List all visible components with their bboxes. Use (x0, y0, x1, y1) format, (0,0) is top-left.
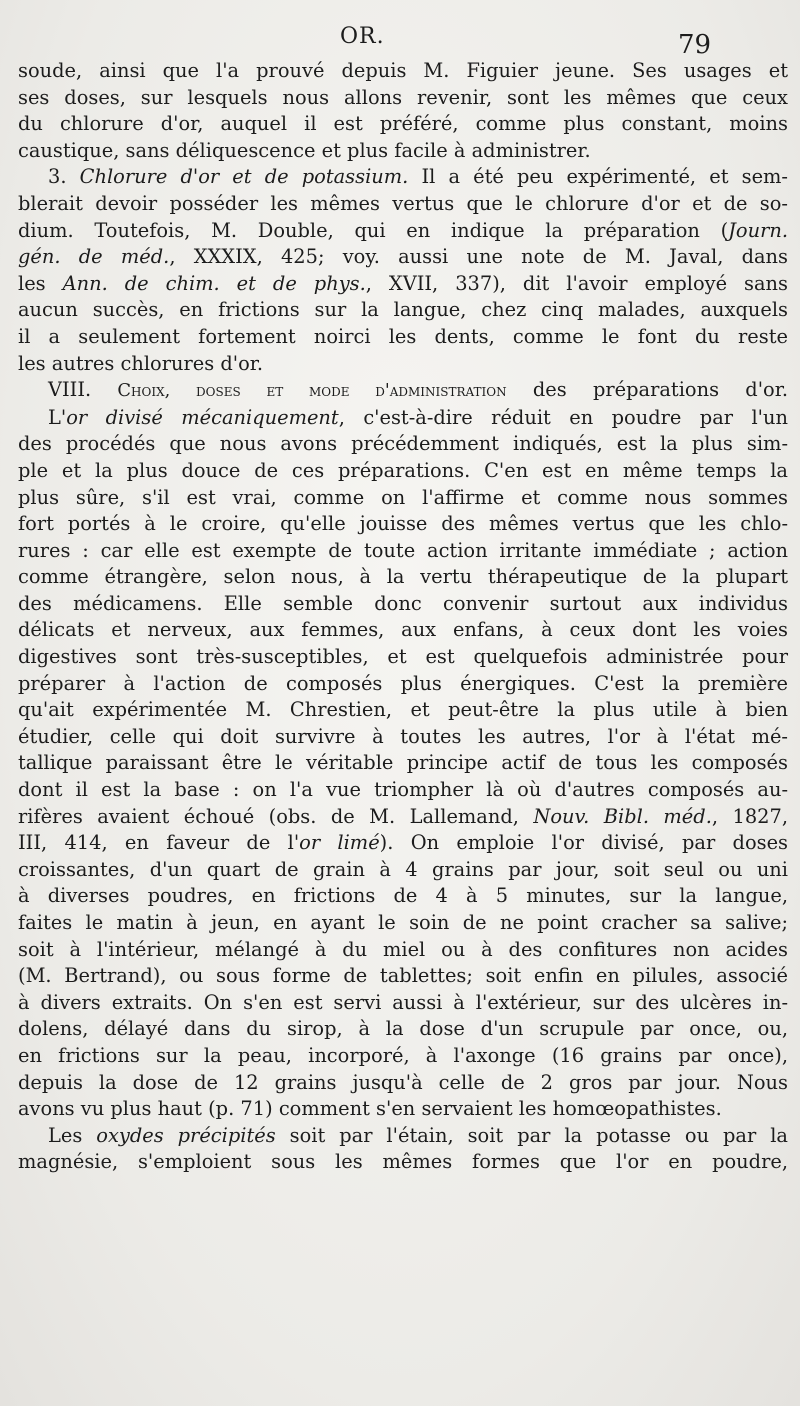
text-line: soit à l'intérieur, mélangé à du miel ou à des confitures non acides (18, 937, 788, 961)
section-heading: VIII. Choix, doses et mode d'administration des préparations d'or. (48, 378, 788, 402)
page-number: 79 (678, 30, 712, 60)
text-line: fort portés à le croire, qu'elle jouisse des mêmes vertus que les chlo- (18, 512, 788, 536)
text-line: aucun succès, en frictions sur la langue, chez cinq malades, auxquels (18, 298, 788, 322)
text-line: Les oxydes précipités soit par l'étain, soit par la potasse ou par la (48, 1123, 788, 1147)
text-line: préparer à l'action de composés plus énergiques. C'est la première (18, 671, 788, 695)
text-line: digestives sont très-susceptibles, et est quelquefois administrée pour (18, 645, 788, 669)
text-line: soude, ainsi que l'a prouvé depuis M. Figuier jeune. Ses usages et (18, 59, 788, 82)
text-line: rures : car elle est exempte de toute action irritante immédiate ; action (18, 538, 788, 562)
text-line: tallique paraissant être le véritable principe actif de tous les composés (18, 751, 788, 775)
text-line: en frictions sur la peau, incorporé, à l'axonge (16 grains par once), (18, 1043, 788, 1067)
text-line: les Ann. de chim. et de phys., XVII, 337), dit l'avoir employé sans (18, 271, 788, 295)
running-head (0, 24, 800, 60)
text-line: à divers extraits. On s'en est servi aussi à l'extérieur, sur des ulcères in- (18, 990, 788, 1014)
text-line: dium. Toutefois, M. Double, qui en indique la préparation (Journ. (18, 218, 788, 242)
text-line: il a seulement fortement noirci les dents, comme le font du reste (18, 324, 788, 348)
text-line: plus sûre, s'il est vrai, comme on l'affirme et comme nous sommes (18, 485, 788, 509)
text-line: (M. Bertrand), ou sous forme de tablettes; soit enfin en pilules, associé (18, 964, 788, 988)
text-line: 3. Chlorure d'or et de potassium. Il a été peu expérimenté, et sem- (48, 165, 788, 189)
text-line: caustique, sans déliquescence et plus facile à administrer. (18, 138, 591, 162)
text-line: délicats et nerveux, aux femmes, aux enfans, à ceux dont les voies (18, 618, 788, 642)
text-line: III, 414, en faveur de l'or limé). On emploie l'or divisé, par doses (18, 831, 788, 855)
text-line: dolens, délayé dans du sirop, à la dose d'un scrupule par once, ou, (18, 1017, 788, 1041)
text-line: à diverses poudres, en frictions de 4 à 5 minutes, sur la langue, (18, 884, 788, 908)
text-line: faites le matin à jeun, en ayant le soin de ne point cracher sa salive; (18, 911, 788, 934)
text-line: du chlorure d'or, auquel il est préféré, comme plus constant, moins (18, 112, 788, 136)
text-line: depuis la dose de 12 grains jusqu'à celle de 2 gros par jour. Nous (18, 1070, 788, 1094)
text-line: les autres chlorures d'or. (18, 351, 264, 375)
text-line: avons vu plus haut (p. 71) comment s'en servaient les homœopathistes. (18, 1097, 722, 1121)
text-line: L'or divisé mécaniquement, c'est-à-dire réduit en poudre par l'un (48, 405, 788, 429)
text-line: qu'ait expérimentée M. Chrestien, et peut-être la plus utile à bien (18, 698, 788, 722)
text-line: rifères avaient échoué (obs. de M. Lallemand, Nouv. Bibl. méd., 1827, (18, 804, 788, 828)
text-line: gén. de méd., XXXIX, 425; voy. aussi une note de M. Javal, dans (18, 245, 788, 269)
body-text (18, 58, 788, 1176)
text-line: des médicamens. Elle semble donc convenir surtout aux individus (18, 591, 788, 615)
text-line: ses doses, sur lesquels nous allons revenir, sont les mêmes que ceux (18, 85, 788, 109)
text-line: ple et la plus douce de ces préparations. C'en est en même temps la (18, 458, 788, 482)
text-line: étudier, celle qui doit survivre à toutes les autres, l'or à l'état mé- (18, 724, 788, 748)
text-line: dont il est la base : on l'a vue triompher là où d'autres composés au- (18, 778, 788, 802)
text-line: croissantes, d'un quart de grain à 4 grains par jour, soit seul ou uni (18, 857, 788, 881)
page-header-title: OR. (340, 24, 385, 49)
text-line: des procédés que nous avons précédemment indiqués, est la plus sim- (18, 432, 788, 456)
text-line: blerait devoir posséder les mêmes vertus que le chlorure d'or et de so- (18, 191, 788, 215)
text-line: magnésie, s'emploient sous les mêmes formes que l'or en poudre, (18, 1150, 788, 1174)
text-line: comme étrangère, selon nous, à la vertu thérapeutique de la plupart (18, 565, 788, 589)
